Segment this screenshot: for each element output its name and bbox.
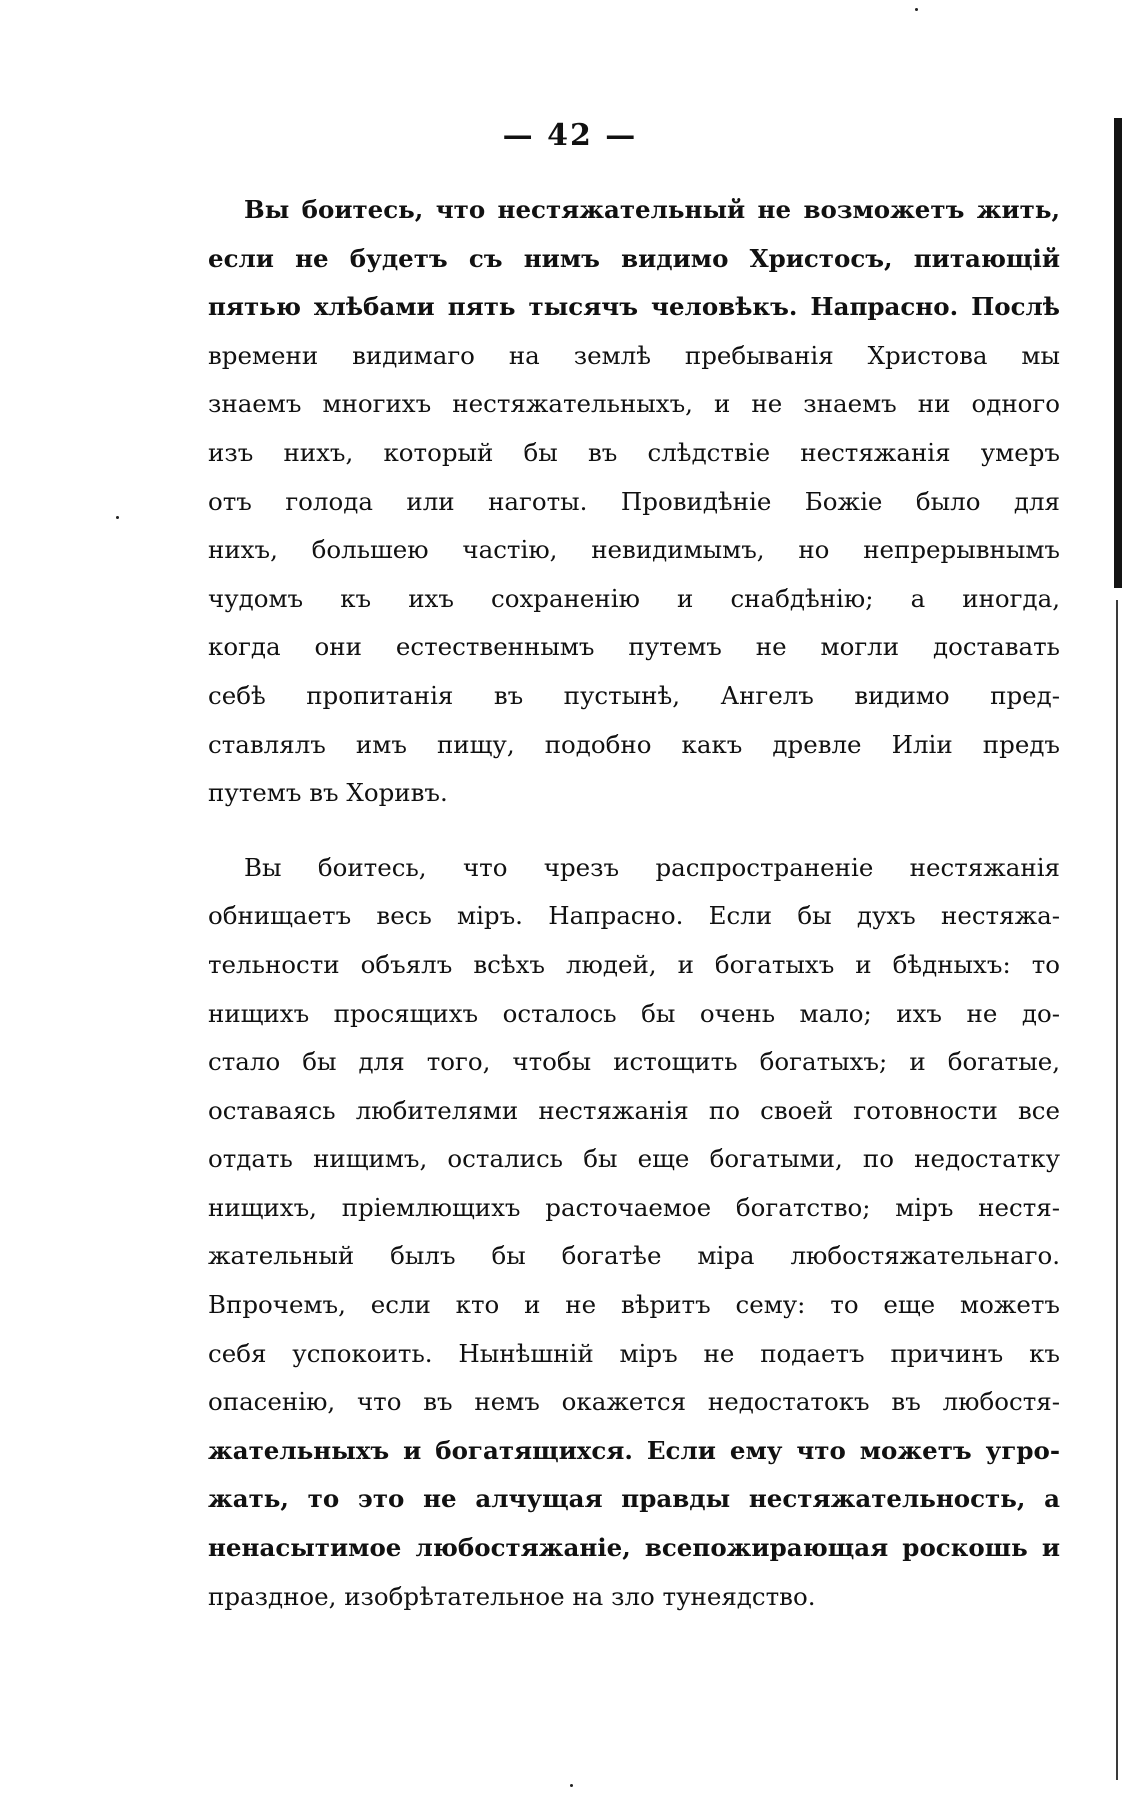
body-text xyxy=(208,186,1060,1621)
text-line: изъ нихъ, который бы въ слѣдствiе нестяжанiя умеръ xyxy=(208,437,1060,467)
scan-edge-shadow xyxy=(1114,118,1122,588)
text-line: нищихъ просящихъ осталось бы очень мало; ихъ не до- xyxy=(208,998,1060,1028)
scan-speck xyxy=(915,8,918,11)
text-line: если не будетъ съ нимъ видимо Христосъ, питающiй xyxy=(208,243,1060,273)
page-number: — 42 — xyxy=(502,118,638,153)
text-line: жательный былъ бы богатѣе мiра любостяжательнаго. xyxy=(208,1241,1060,1271)
text-line: нихъ, большею частiю, невидимымъ, но непрерывнымъ xyxy=(208,535,1060,565)
paragraph-gap xyxy=(208,818,1060,844)
text-line: себѣ пропитанiя въ пустынѣ, Ангелъ видимо пред- xyxy=(208,680,1060,710)
text-line: стало бы для того, чтобы истощить богатыхъ; и богатые, xyxy=(208,1047,1060,1077)
text-line: Вы боитесь, что нестяжательный не возможетъ жить, xyxy=(244,195,1060,224)
paragraph-1 xyxy=(208,186,1060,818)
paragraph-2 xyxy=(208,844,1060,1622)
text-line: отдать нищимъ, остались бы еще богатыми, по недостатку xyxy=(208,1144,1060,1174)
text-line: жать, то это не алчущая правды нестяжательность, а xyxy=(208,1484,1060,1514)
text-line: нищихъ, прiемлющихъ расточаемое богатство; мiръ нестя- xyxy=(208,1192,1060,1222)
text-line: путемъ въ Хоривъ. xyxy=(208,778,448,808)
text-line: ставлялъ имъ пищу, подобно какъ древле Илiи предъ xyxy=(208,729,1060,759)
text-line: ненасытимое любостяжанiе, всепожирающая роскошь и xyxy=(208,1533,1060,1563)
text-line: времени видимаго на землѣ пребыванiя Христова мы xyxy=(208,340,1060,370)
text-line: тельности объялъ всѣхъ людей, и богатыхъ и бѣдныхъ: то xyxy=(208,949,1060,979)
text-line: Впрочемъ, если кто и не вѣритъ сему: то еще можетъ xyxy=(208,1290,1060,1320)
scan-speck xyxy=(570,1784,573,1787)
text-line: опасенiю, что въ немъ окажется недостатокъ въ любостя- xyxy=(208,1387,1060,1417)
scan-edge-line xyxy=(1116,600,1118,1780)
text-line: когда они естественнымъ путемъ не могли доставать xyxy=(208,632,1060,662)
scan-speck xyxy=(116,516,119,519)
text-line: оставаясь любителями нестяжанiя по своей готовности все xyxy=(208,1095,1060,1125)
text-line: жательныхъ и богатящихся. Если ему что можетъ угро- xyxy=(208,1435,1060,1465)
text-line: отъ голода или наготы. Провидѣнiе Божiе было для xyxy=(208,486,1060,516)
text-line: Вы боитесь, что чрезъ распространенiе нестяжанiя xyxy=(244,852,1060,882)
text-line: пятью хлѣбами пять тысячъ человѣкъ. Напрасно. Послѣ xyxy=(208,292,1060,322)
text-line: знаемъ многихъ нестяжательныхъ, и не знаемъ ни одного xyxy=(208,389,1060,419)
text-line: чудомъ къ ихъ сохраненiю и снабдѣнiю; а иногда, xyxy=(208,583,1060,613)
text-line: праздное, изобрѣтательное на зло тунеядство. xyxy=(208,1581,816,1611)
text-line: обнищаетъ весь мiръ. Напрасно. Если бы духъ нестяжа- xyxy=(208,901,1060,931)
text-line: себя успокоить. Нынѣшнiй мiръ не подаетъ причинъ къ xyxy=(208,1338,1060,1368)
